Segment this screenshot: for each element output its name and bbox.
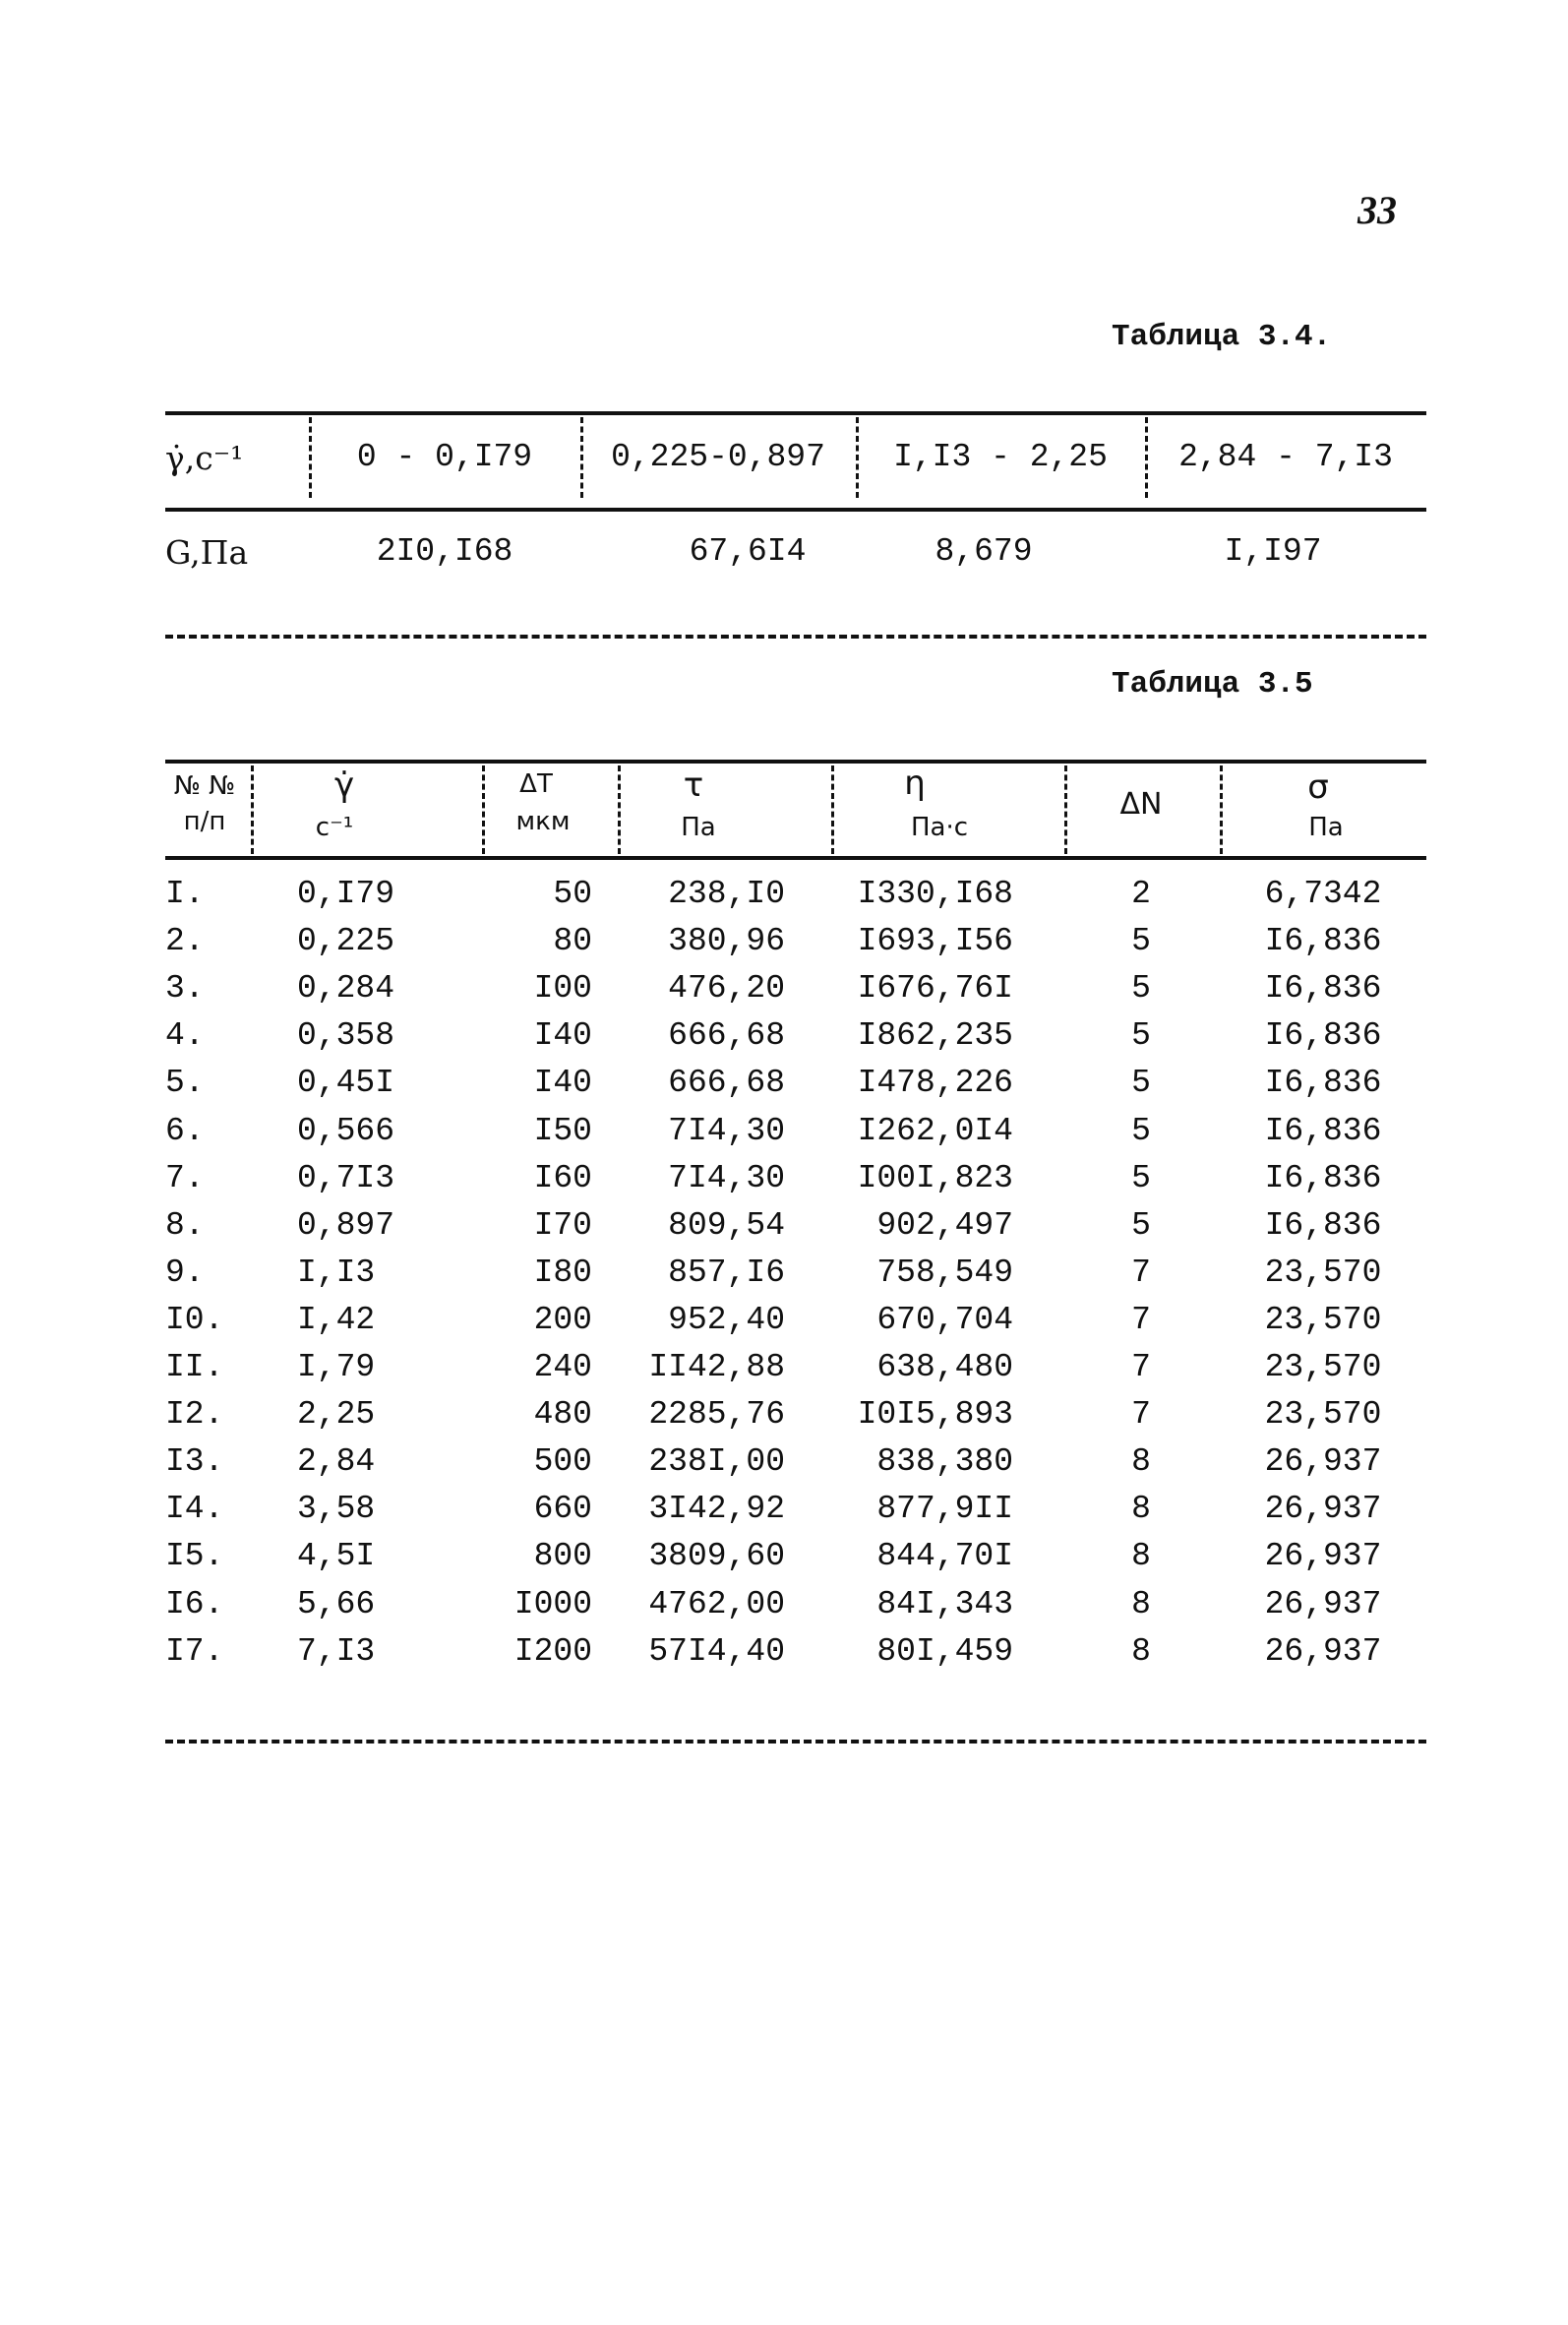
table-3-4-range-cell: I,I3 - 2,25 <box>893 439 1108 475</box>
cell-stress: 57I4,40 <box>648 1632 785 1670</box>
table-3-5-caption: Таблица 3.5 <box>1112 667 1313 702</box>
cell-shear-rate: 2,84 <box>297 1443 376 1481</box>
header-stress-unit: Па <box>681 813 716 842</box>
cell-viscosity: 670,704 <box>876 1301 1013 1338</box>
cell-delta-t: 480 <box>533 1396 592 1434</box>
table-3-4-range-cell: 2,84 - 7,I3 <box>1178 439 1393 475</box>
cell-row-index: 4. <box>165 1017 205 1055</box>
cell-shear-rate: 0,566 <box>297 1112 395 1149</box>
table-3-4-modulus-label: G,Па <box>165 533 249 572</box>
cell-viscosity: I0I5,893 <box>857 1396 1013 1434</box>
cell-row-index: 3. <box>165 970 205 1008</box>
cell-shear-rate: 0,I79 <box>297 876 395 912</box>
cell-delta-n: 8 <box>1131 1632 1151 1670</box>
cell-stress: 2285,76 <box>648 1396 785 1434</box>
cell-viscosity: I00I,823 <box>857 1159 1013 1196</box>
table-3-4-col-sep <box>1145 417 1148 498</box>
cell-normal-stress: I6,836 <box>1264 1112 1382 1149</box>
table-3-4-modulus-cell: 67,6I4 <box>689 533 807 570</box>
cell-normal-stress: I6,836 <box>1264 1159 1382 1196</box>
cell-row-index: I0. <box>165 1301 224 1338</box>
cell-row-index: 9. <box>165 1254 205 1291</box>
table-3-4-range-cell: 0,225-0,897 <box>611 439 825 475</box>
cell-stress: II42,88 <box>648 1349 785 1385</box>
table-3-5-col-sep <box>618 765 621 854</box>
table-3-5-col-sep <box>482 765 485 854</box>
cell-viscosity: I262,0I4 <box>857 1112 1013 1149</box>
cell-row-index: I. <box>165 876 205 912</box>
cell-stress: 476,20 <box>668 970 785 1008</box>
header-shear-rate-unit: c⁻¹ <box>315 813 354 842</box>
cell-shear-rate: 7,I3 <box>297 1632 376 1670</box>
cell-delta-n: 7 <box>1131 1301 1151 1338</box>
cell-shear-rate: 4,5I <box>297 1538 376 1575</box>
cell-shear-rate: I,79 <box>297 1349 376 1385</box>
table-3-4-caption: Таблица 3.4. <box>1112 320 1332 354</box>
cell-viscosity: I862,235 <box>857 1017 1013 1055</box>
cell-viscosity: 80I,459 <box>876 1632 1013 1670</box>
cell-shear-rate: 3,58 <box>297 1491 376 1528</box>
dashed-separator <box>165 635 1426 639</box>
cell-delta-n: 5 <box>1131 1206 1151 1244</box>
cell-normal-stress: 23,570 <box>1264 1254 1382 1291</box>
cell-viscosity: 844,70I <box>876 1538 1013 1575</box>
cell-delta-n: 8 <box>1131 1491 1151 1528</box>
cell-delta-t: 50 <box>553 876 592 912</box>
table-3-4-shear-rate-label: γ̇,c⁻¹ <box>165 439 244 477</box>
cell-normal-stress: 6,7342 <box>1264 876 1382 912</box>
cell-row-index: II. <box>165 1349 224 1385</box>
cell-delta-n: 5 <box>1131 1017 1151 1055</box>
cell-stress: 666,68 <box>668 1017 785 1055</box>
cell-row-index: I4. <box>165 1491 224 1528</box>
table-3-4-col-sep <box>309 417 312 498</box>
cell-delta-t: I50 <box>533 1112 592 1149</box>
page-number: 33 <box>1357 188 1397 232</box>
cell-viscosity: 758,549 <box>876 1254 1013 1291</box>
cell-row-index: 6. <box>165 1112 205 1149</box>
cell-shear-rate: 0,897 <box>297 1206 395 1244</box>
header-index-symbol: № № <box>173 771 236 801</box>
header-viscosity-symbol: η <box>904 764 926 803</box>
cell-normal-stress: I6,836 <box>1264 1206 1382 1244</box>
cell-delta-t: 500 <box>533 1443 592 1481</box>
cell-delta-t: I40 <box>533 1065 592 1102</box>
cell-viscosity: 84I,343 <box>876 1585 1013 1622</box>
cell-row-index: 7. <box>165 1159 205 1196</box>
cell-delta-n: 5 <box>1131 1065 1151 1102</box>
table-3-4-top-rule <box>165 411 1426 415</box>
table-3-5-col-sep <box>251 765 254 854</box>
cell-viscosity: I330,I68 <box>857 876 1013 912</box>
header-shear-rate-symbol: γ̇ <box>333 765 355 805</box>
cell-normal-stress: 26,937 <box>1264 1585 1382 1622</box>
dashed-separator <box>165 1740 1426 1744</box>
cell-normal-stress: I6,836 <box>1264 970 1382 1008</box>
cell-stress: 857,I6 <box>668 1254 785 1291</box>
cell-shear-rate: 2,25 <box>297 1396 376 1434</box>
cell-shear-rate: 0,45I <box>297 1065 395 1102</box>
cell-viscosity: 902,497 <box>876 1206 1013 1244</box>
cell-row-index: I5. <box>165 1538 224 1575</box>
cell-stress: 809,54 <box>668 1206 785 1244</box>
header-index-unit: п/п <box>183 807 226 836</box>
cell-delta-n: 5 <box>1131 923 1151 960</box>
cell-delta-n: 8 <box>1131 1585 1151 1622</box>
cell-delta-n: 8 <box>1131 1443 1151 1481</box>
table-3-4-range-cell: 0 - 0,I79 <box>356 439 533 475</box>
table-3-4-modulus-cell: I,I97 <box>1224 533 1322 570</box>
table-3-5-col-sep <box>1220 765 1223 854</box>
cell-delta-t: I200 <box>513 1632 592 1670</box>
header-viscosity-unit: Па·с <box>910 813 969 842</box>
header-delta-n-symbol: ΔN <box>1119 787 1163 822</box>
cell-row-index: 8. <box>165 1206 205 1244</box>
cell-delta-n: 7 <box>1131 1396 1151 1434</box>
cell-normal-stress: I6,836 <box>1264 1017 1382 1055</box>
cell-delta-n: 5 <box>1131 1112 1151 1149</box>
cell-delta-t: I60 <box>533 1159 592 1196</box>
cell-normal-stress: 26,937 <box>1264 1443 1382 1481</box>
cell-viscosity: 877,9II <box>876 1491 1013 1528</box>
header-delta-t-symbol: ΔT <box>519 769 553 799</box>
table-3-5-top-rule <box>165 760 1426 764</box>
cell-viscosity: I693,I56 <box>857 923 1013 960</box>
cell-row-index: I2. <box>165 1396 224 1434</box>
cell-viscosity: 638,480 <box>876 1349 1013 1385</box>
cell-shear-rate: I,I3 <box>297 1254 376 1291</box>
cell-delta-t: 80 <box>553 923 592 960</box>
cell-delta-n: 7 <box>1131 1254 1151 1291</box>
cell-normal-stress: 26,937 <box>1264 1538 1382 1575</box>
cell-row-index: 5. <box>165 1065 205 1102</box>
cell-shear-rate: 0,284 <box>297 970 395 1008</box>
table-3-5-header-rule <box>165 856 1426 860</box>
cell-row-index: I6. <box>165 1585 224 1622</box>
cell-stress: 3809,60 <box>648 1538 785 1575</box>
cell-delta-t: I000 <box>513 1585 592 1622</box>
cell-stress: 7I4,30 <box>668 1159 785 1196</box>
cell-viscosity: I478,226 <box>857 1065 1013 1102</box>
cell-stress: 952,40 <box>668 1301 785 1338</box>
cell-viscosity: 838,380 <box>876 1443 1013 1481</box>
cell-normal-stress: 23,570 <box>1264 1349 1382 1385</box>
cell-delta-t: I40 <box>533 1017 592 1055</box>
cell-row-index: I3. <box>165 1443 224 1481</box>
cell-stress: 380,96 <box>668 923 785 960</box>
cell-normal-stress: 26,937 <box>1264 1632 1382 1670</box>
cell-delta-t: 800 <box>533 1538 592 1575</box>
table-3-4-mid-rule <box>165 508 1426 512</box>
cell-shear-rate: 0,225 <box>297 923 395 960</box>
cell-stress: 666,68 <box>668 1065 785 1102</box>
table-3-4-modulus-cell: 2I0,I68 <box>376 533 513 570</box>
cell-delta-n: 5 <box>1131 1159 1151 1196</box>
cell-delta-n: 2 <box>1131 876 1151 912</box>
cell-delta-t: I00 <box>533 970 592 1008</box>
cell-delta-t: 660 <box>533 1491 592 1528</box>
cell-delta-n: 5 <box>1131 970 1151 1008</box>
cell-normal-stress: 23,570 <box>1264 1396 1382 1434</box>
header-stress-symbol: τ <box>683 765 704 805</box>
cell-delta-t: 200 <box>533 1301 592 1338</box>
header-normal-stress-symbol: σ <box>1307 767 1329 807</box>
cell-shear-rate: 0,7I3 <box>297 1159 395 1196</box>
table-3-4-col-sep <box>856 417 859 498</box>
cell-shear-rate: I,42 <box>297 1301 376 1338</box>
cell-shear-rate: 0,358 <box>297 1017 395 1055</box>
cell-stress: 238I,00 <box>648 1443 785 1481</box>
cell-delta-n: 7 <box>1131 1349 1151 1385</box>
header-normal-stress-unit: Па <box>1308 813 1344 842</box>
header-delta-t-unit: мкм <box>515 807 571 836</box>
cell-shear-rate: 5,66 <box>297 1585 376 1622</box>
cell-stress: 7I4,30 <box>668 1112 785 1149</box>
cell-row-index: I7. <box>165 1632 224 1670</box>
cell-stress: 238,I0 <box>668 876 785 912</box>
cell-viscosity: I676,76I <box>857 970 1013 1008</box>
table-3-4-col-sep <box>580 417 583 498</box>
cell-delta-t: 240 <box>533 1349 592 1385</box>
cell-normal-stress: I6,836 <box>1264 1065 1382 1102</box>
table-3-5-col-sep <box>1064 765 1067 854</box>
cell-row-index: 2. <box>165 923 205 960</box>
cell-normal-stress: I6,836 <box>1264 923 1382 960</box>
cell-stress: 4762,00 <box>648 1585 785 1622</box>
cell-delta-n: 8 <box>1131 1538 1151 1575</box>
cell-normal-stress: 23,570 <box>1264 1301 1382 1338</box>
table-3-4-modulus-cell: 8,679 <box>935 533 1033 570</box>
cell-delta-t: I70 <box>533 1206 592 1244</box>
cell-stress: 3I42,92 <box>648 1491 785 1528</box>
cell-delta-t: I80 <box>533 1254 592 1291</box>
cell-normal-stress: 26,937 <box>1264 1491 1382 1528</box>
table-3-5-col-sep <box>831 765 834 854</box>
